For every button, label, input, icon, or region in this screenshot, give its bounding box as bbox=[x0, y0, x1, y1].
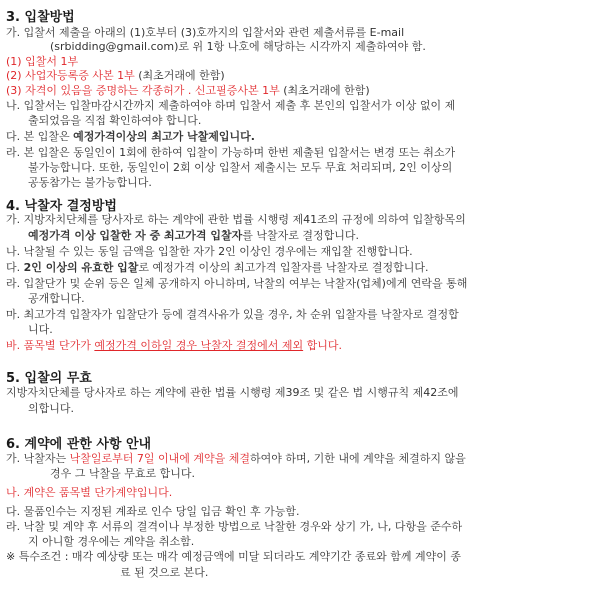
s3-item-3-emph: (3) 자격이 있음을 증명하는 각종허가 . 신고필증사본 1부 bbox=[6, 84, 280, 97]
s4-ga-line2 bbox=[28, 229, 359, 243]
s6-ga-line1 bbox=[6, 452, 466, 466]
s4-na-line: 나. 낙찰될 수 있는 동일 금액을 입찰한 자가 2인 이상인 경우에는 재입찰 진행합니다. bbox=[6, 245, 413, 258]
s3-item-3 bbox=[6, 84, 370, 98]
s4-ga-rest: 를 낙찰자로 결정합니다. bbox=[242, 229, 359, 242]
s4-da-rest: 로 예정가격 이상의 최고가격 입찰자를 낙찰자로 결정합니다. bbox=[138, 261, 429, 274]
s4-ra-line2: 공개합니다. bbox=[28, 292, 85, 305]
s6-da-line: 다. 물품인수는 지정된 계좌로 인수 당일 입금 확인 후 가능함. bbox=[6, 505, 300, 518]
s4-ma-line2: 니다. bbox=[28, 323, 53, 336]
s6-ga-emph: 낙찰일로부터 7일 이내에 계약을 체결 bbox=[69, 452, 250, 465]
s3-ga-line1: 가. 입찰서 제출을 아래의 (1)호부터 (3)호까지의 입찰서와 관련 제출서류를 E-mail bbox=[6, 26, 405, 39]
section-6-title: 6. 계약에 관한 사항 안내 bbox=[6, 437, 152, 452]
s4-ba-rest: 합니다. bbox=[303, 339, 342, 352]
s3-ra-line2: 불가능합니다. 또한, 동일인이 2회 이상 입찰서 제출시는 모두 무효 처리되며, 2인 이상의 bbox=[28, 161, 453, 174]
s3-na-line1: 나. 입찰서는 입찰마감시간까지 제출하여야 하며 입찰서 제출 후 본인의 입찰서가 이상 없이 제 bbox=[6, 99, 456, 112]
s3-da-pre: 다. 본 입찰은 bbox=[6, 130, 74, 143]
s4-ma-line1: 마. 최고가격 입찰자가 입찰단가 등에 결격사유가 있을 경우, 차 순위 입찰자를 낙찰자로 결정합 bbox=[6, 308, 459, 321]
section-4-title: 4. 낙찰자 결정방법 bbox=[6, 199, 117, 214]
s6-ra-line1: 라. 낙찰 및 계약 후 서류의 결격이나 부정한 방법으로 낙찰한 경우와 상기 가, 나, 다항을 준수하 bbox=[6, 520, 463, 533]
s3-item-2-rest: (최초거래에 한함) bbox=[134, 69, 225, 82]
s6-ra-line2: 지 아니할 경우에는 계약을 취소함. bbox=[28, 535, 195, 548]
s6-note-line2: 료 된 것으로 본다. bbox=[120, 566, 209, 579]
s4-ba-pre: 바. 품목별 단가가 bbox=[6, 339, 95, 352]
s3-item-2 bbox=[6, 69, 225, 83]
section-5-title: 5. 입찰의 무효 bbox=[6, 371, 92, 386]
section-3-title: 3. 입찰방법 bbox=[6, 10, 75, 25]
s4-da-line bbox=[6, 261, 429, 275]
s6-na-line: 나. 계약은 품목별 단가계약입니다. bbox=[6, 486, 173, 499]
s4-ga-line1: 가. 지방자치단체를 당사자로 하는 계약에 관한 법률 시행령 제41조의 규정에 의하여 입찰항목의 bbox=[6, 213, 466, 226]
s3-item-2-emph: (2) 사업자등록증 사본 1부 bbox=[6, 69, 135, 82]
s3-ra-line1: 라. 본 입찰은 동일인이 1회에 한하여 입찰이 가능하며 한번 제출된 입찰서는 변경 또는 취소가 bbox=[6, 146, 456, 159]
s6-ga-pre: 가. 낙찰자는 bbox=[6, 452, 70, 465]
s3-na-line2: 출되었음을 직접 확인하여야 합니다. bbox=[28, 114, 202, 127]
s4-ga-emph: 예정가격 이상 입찰한 자 중 최고가격 입찰자 bbox=[28, 229, 243, 242]
s5-line2: 의합니다. bbox=[28, 402, 75, 415]
s3-da-emph: 예정가격이상의 최고가 낙찰제입니다. bbox=[73, 130, 255, 143]
s6-ga-rest: 하여야 하며, 기한 내에 계약을 체결하지 않을 bbox=[250, 452, 466, 465]
s3-ga-line2: (srbidding@gmail.com)로 위 1항 나호에 해당하는 시각까지 제출하여야 함. bbox=[50, 40, 426, 53]
s4-ba-line bbox=[6, 339, 342, 353]
s5-line1: 지방자치단체를 당사자로 하는 계약에 관한 법률 시행령 제39조 및 같은 법 시행규칙 제42조에 bbox=[6, 386, 459, 399]
s4-da-pre: 다. bbox=[6, 261, 24, 274]
s3-ra-line3: 공동참가는 불가능합니다. bbox=[28, 176, 152, 189]
s4-da-emph: 2인 이상의 유효한 입찰 bbox=[23, 261, 139, 274]
s4-ba-emph: 예정가격 이하일 경우 낙찰자 결정에서 제외 bbox=[94, 339, 304, 352]
s3-item-3-rest: (최초거래에 한함) bbox=[279, 84, 370, 97]
s3-da-line bbox=[6, 130, 255, 144]
s3-item-1: (1) 입찰서 1부 bbox=[6, 55, 79, 68]
s6-note-line1: ※ 특수조건 : 매각 예상량 또는 매각 예정금액에 미달 되더라도 계약기간 종료와 함께 계약이 종 bbox=[6, 550, 462, 563]
s4-ra-line1: 라. 입찰단가 및 순위 등은 일체 공개하지 아니하며, 낙찰의 여부는 낙찰자(업체)에게 연락을 통해 bbox=[6, 277, 468, 290]
s6-ga-line2: 경우 그 낙찰을 무효로 합니다. bbox=[50, 467, 195, 480]
